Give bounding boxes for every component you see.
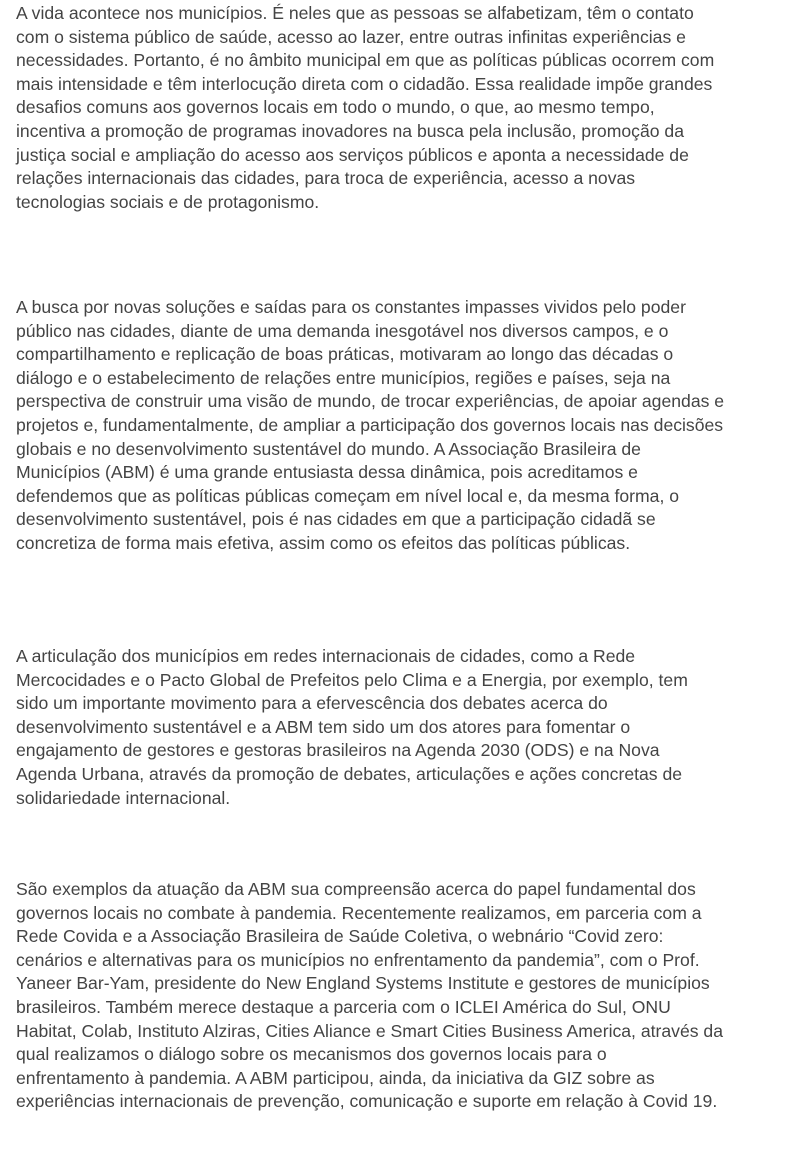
article-paragraph: A busca por novas soluções e saídas para os constantes impasses vividos pelo poder público nas cidades, diante de uma demanda inesgotável nos diversos campos, e o compartilhamento e replicação de boas práticas, motivaram ao longo das décadas o diálogo e o estabelecimento de relações entre municípios, regiões e países, seja na perspectiva de construir uma visão de mundo, de trocar experiências, de apoiar agendas e projetos e, fundamentalmente, de ampliar a participação dos governos locais nas decisões globais e no desenvolvimento sustentável do mundo. A Associação Brasileira de Municípios (ABM) é uma grande entusiasta dessa dinâmica, pois acreditamos e defendemos que as políticas públicas começam em nível local e, da mesma forma, o desenvolvimento sustentável, pois é nas cidades em que a participação cidadã se concretiza de forma mais efetiva, assim como os efeitos das políticas públicas. — [16, 297, 725, 553]
article-paragraph: São exemplos da atuação da ABM sua compreensão acerca do papel fundamental dos governos locais no combate à pandemia. Recentemente realizamos, em parceria com a Rede Covida e a Associação Brasileira de Saúde Coletiva, o webnário “Covid zero: cenários e alternativas para os municípios no enfrentamento da pandemia”, com o Prof. Yaneer Bar-Yam, presidente do New England Systems Institute e gestores de municípios brasileiros. Também merece destaque a parceria com o ICLEI América do Sul, ONU Habitat, Colab, Instituto Alziras, Cities Aliance e Smart Cities Business America, através da qual realizamos o diálogo sobre os mecanismos dos governos locais para o enfrentamento à pandemia. A ABM participou, ainda, da iniciativa da GIZ sobre as experiências internacionais de prevenção, comunicação e suporte em relação à Covid 19. — [16, 879, 723, 1112]
article-paragraph: A articulação dos municípios em redes internacionais de cidades, como a Rede Mercocidades e o Pacto Global de Prefeitos pelo Clima e a Energia, por exemplo, tem sido um importante movimento para a efervescência dos debates acerca do desenvolvimento sustentável e a ABM tem sido um dos atores para fomentar o engajamento de gestores e gestoras brasileiros na Agenda 2030 (ODS) e na Nova Agenda Urbana, através da promoção de debates, articulações e ações concretas de solidariedade internacional. — [16, 646, 688, 808]
article-paragraph: A vida acontece nos municípios. É neles que as pessoas se alfabetizam, têm o contato com o sistema público de saúde, acesso ao lazer, entre outras infinitas experiências e necessidades. Portanto, é no âmbito municipal em que as políticas públicas ocorrem com mais intensidade e têm interlocução direta com o cidadão. Essa realidade impõe grandes desafios comuns aos governos locais em todo o mundo, o que, ao mesmo tempo, incentiva a promoção de programas inovadores na busca pela inclusão, promoção da justiça social e ampliação do acesso aos serviços públicos e aponta a necessidade de relações internacionais das cidades, para troca de experiência, acesso a novas tecnologias sociais e de protagonismo. — [16, 3, 715, 212]
